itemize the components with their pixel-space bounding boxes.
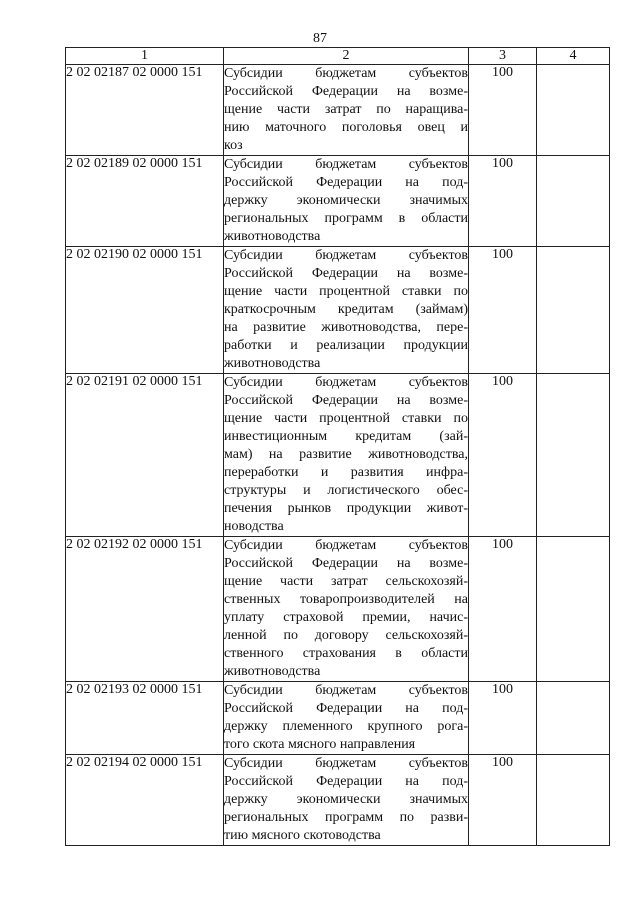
description-line: новодства xyxy=(224,519,284,534)
row-column-4 xyxy=(537,65,610,156)
row-amount: 100 xyxy=(469,537,537,682)
table-row xyxy=(66,374,610,537)
description-line: Субсидии бюджетам субъектов xyxy=(224,683,468,698)
row-code: 2 02 02192 02 0000 151 xyxy=(66,537,224,682)
description-line: мам) на развитие животноводства, xyxy=(224,447,468,462)
row-column-4 xyxy=(537,156,610,247)
row-code: 2 02 02187 02 0000 151 xyxy=(66,65,224,156)
description-line: Российской Федерации на возме- xyxy=(224,393,468,408)
description-line: на развитие животноводства, пере- xyxy=(224,320,468,335)
row-amount: 100 xyxy=(469,374,537,537)
row-description xyxy=(224,682,469,755)
row-description xyxy=(224,247,469,374)
row-description xyxy=(224,65,469,156)
row-amount: 100 xyxy=(469,682,537,755)
description-line: Российской Федерации на под- xyxy=(224,175,468,190)
description-line: уплату страховой премии, начис- xyxy=(224,610,468,625)
description-line: Российской Федерации на возме- xyxy=(224,84,468,99)
row-amount: 100 xyxy=(469,247,537,374)
row-column-4 xyxy=(537,537,610,682)
description-line: ственных товаропроизводителей на xyxy=(224,592,468,607)
description-line: животноводства xyxy=(224,356,321,371)
column-header-2: 2 xyxy=(224,48,469,65)
row-code: 2 02 02189 02 0000 151 xyxy=(66,156,224,247)
description-line: держку племенного крупного рога- xyxy=(224,719,468,734)
budget-table xyxy=(65,47,610,846)
table-body xyxy=(66,65,610,846)
description-line: того скота мясного направления xyxy=(224,737,416,752)
description-line: ственного страхования в области xyxy=(224,646,468,661)
description-line: щение части процентной ставки по xyxy=(224,411,468,426)
description-line: работки и реализации продукции xyxy=(224,338,468,353)
description-line: животноводства xyxy=(224,664,321,679)
row-code: 2 02 02191 02 0000 151 xyxy=(66,374,224,537)
table-row xyxy=(66,755,610,846)
row-column-4 xyxy=(537,682,610,755)
description-line: структуры и логистического обес- xyxy=(224,483,468,498)
description-line: нию маточного поголовья овец и xyxy=(224,120,468,135)
description-line: держку экономически значимых xyxy=(224,792,468,807)
table-row xyxy=(66,682,610,755)
column-header-1: 1 xyxy=(66,48,224,65)
column-header-4: 4 xyxy=(537,48,610,65)
description-line: держку экономически значимых xyxy=(224,193,468,208)
description-line: краткосрочным кредитам (займам) xyxy=(224,302,468,317)
row-code: 2 02 02194 02 0000 151 xyxy=(66,755,224,846)
row-description xyxy=(224,374,469,537)
description-line: животноводства xyxy=(224,229,321,244)
description-line: коз xyxy=(224,138,243,153)
row-column-4 xyxy=(537,247,610,374)
description-line: Субсидии бюджетам субъектов xyxy=(224,157,468,172)
description-line: Российской Федерации на под- xyxy=(224,774,468,789)
description-line: ленной по договору сельскохозяй- xyxy=(224,628,468,643)
table-row xyxy=(66,247,610,374)
row-description xyxy=(224,537,469,682)
row-description xyxy=(224,156,469,247)
description-line: Субсидии бюджетам субъектов xyxy=(224,248,468,263)
row-column-4 xyxy=(537,755,610,846)
column-header-3: 3 xyxy=(469,48,537,65)
description-line: Субсидии бюджетам субъектов xyxy=(224,538,468,553)
description-line: Субсидии бюджетам субъектов xyxy=(224,756,468,771)
row-column-4 xyxy=(537,374,610,537)
row-code: 2 02 02193 02 0000 151 xyxy=(66,682,224,755)
row-amount: 100 xyxy=(469,755,537,846)
description-line: щение части затрат по наращива- xyxy=(224,102,468,117)
row-code: 2 02 02190 02 0000 151 xyxy=(66,247,224,374)
description-line: Субсидии бюджетам субъектов xyxy=(224,375,468,390)
row-description xyxy=(224,755,469,846)
description-line: тию мясного скотоводства xyxy=(224,828,381,843)
description-line: Российской Федерации на возме- xyxy=(224,556,468,571)
page-number: 87 xyxy=(313,31,327,46)
description-line: инвестиционным кредитам (зай- xyxy=(224,429,468,444)
table-row xyxy=(66,156,610,247)
description-line: Российской Федерации на возме- xyxy=(224,266,468,281)
description-line: щение части процентной ставки по xyxy=(224,284,468,299)
row-amount: 100 xyxy=(469,156,537,247)
description-line: печения рынков продукции живот- xyxy=(224,501,468,516)
description-line: Субсидии бюджетам субъектов xyxy=(224,66,468,81)
description-line: региональных программ по разви- xyxy=(224,810,468,825)
row-amount: 100 xyxy=(469,65,537,156)
description-line: щение части затрат сельскохозяй- xyxy=(224,574,468,589)
description-line: региональных программ в области xyxy=(224,211,468,226)
description-line: переработки и развития инфра- xyxy=(224,465,468,480)
table-header-row xyxy=(66,48,610,65)
table-row xyxy=(66,65,610,156)
table-row xyxy=(66,537,610,682)
description-line: Российской Федерации на под- xyxy=(224,701,468,716)
